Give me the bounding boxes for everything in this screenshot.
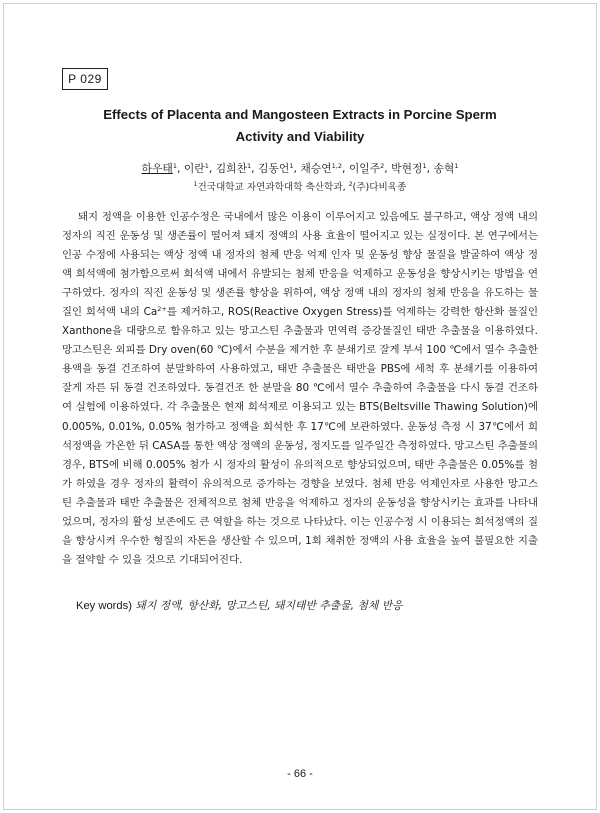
author-separator: ,: [384, 162, 392, 175]
author-separator: ,: [176, 162, 184, 175]
affiliation: [60, 178, 540, 195]
author-name: 박현정: [391, 162, 423, 175]
author-affiliation-marker: 1: [422, 162, 427, 170]
abstract-paragraph: [62, 208, 538, 570]
abstract-code-box: P 029: [62, 68, 108, 90]
page-number: - 66 -: [287, 768, 313, 780]
author-affiliation-marker: 1: [247, 162, 252, 170]
author-list: [60, 158, 540, 177]
author-separator: ,: [251, 162, 259, 175]
author-separator: ,: [426, 162, 434, 175]
paper-title-line-2: Activity and Viability: [235, 129, 365, 144]
author-name: 이일주: [348, 162, 381, 175]
affiliation-text-2: (주)다비육종: [352, 182, 407, 193]
affiliation-marker-1: 1: [193, 181, 198, 188]
keywords-line: [76, 598, 403, 614]
author-separator: ,: [293, 162, 301, 175]
calcium-charge-superscript: 2+: [157, 305, 167, 314]
keywords-list: 돼지 정액, 항산화, 망고스틴, 돼지태반 추출물, 첨체 반응: [135, 599, 403, 612]
abstract-body: [62, 208, 538, 570]
paper-title: [80, 104, 520, 148]
author-name: 하우태: [141, 162, 173, 175]
affiliation-text-1: 건국대학교 자연과학대학 축산학과,: [197, 182, 349, 193]
author-separator: ,: [208, 162, 216, 175]
author-name: 송혁: [433, 162, 455, 175]
author-name: 김희찬: [215, 162, 247, 175]
author-affiliation-marker: 1: [172, 162, 177, 170]
author-affiliation-marker: 2: [380, 162, 385, 170]
author-name: 이란: [183, 162, 205, 175]
abstract-text-part-1: 돼지 정액을 이용한 인공수정은 국내에서 많은 이용이 이루어지고 있음에도 불구하고, 액상 정액 내의 정자의 직진 운동성 및 생존률이 떨어져 돼지 정액의 사용 효율이 떨어지고 있는 실정이다. 본 연구에서는 인공 수정에 사용되는 액상 정액 내 정자의 첨체 반응 억제 인자 및 운동성 향상 물질을 발굴하여 액상 정액 희석액에 첨가함으로써 희석액 내에서 유발되는 첨체 반응을 억제하고 운동성을 향상시키는 방법을 연구하였다. 정자의 직진 운동성 및 생존률 향상을 위하여, 액상 정액 내의 정자의 첨체 반응을 유도하는 물질인 희석액 내의 Ca: [62, 211, 538, 319]
author-affiliation-marker: 1: [454, 162, 459, 170]
author-affiliation-marker: 1: [289, 162, 294, 170]
author-name: 김동언: [258, 162, 290, 175]
abstract-text-part-2: 를 제거하고, ROS(Reactive Oxygen Stress)를 억제하는 강력한 항산화 물질인 Xanthone을 대량으로 함유하고 있는 망고스틴 추출물과 면역력 증강물질인 태반 추출물을 이용하였다. 망고스틴은 외피를 Dry oven(60 ℃)에서 수분을 제거한 후 분쇄기로 잘게 부셔 100 ℃에서 열수 추출한 용액을 동결 건조하여 분말화하여 사용하였고, 태반 추출물은 태반을 PBS에 세척 후 분쇄기를 이용하여 잘게 자른 뒤 동결 건조하였다. 동결건조 한 분말을 80 ℃에서 열수 추출하여 추출물을 다시 동결 건조하여 실험에 이용하였다. 각 추출물은 현재 희석제로 이용되고 있는 BTS(Beltsville Thawing Solution)에 0.005%, 0.01%, 0.05% 첨가하고 정액을 희석한 후 17℃에 보관하였다. 운동성 측정 시 37℃에서 희석정액을 가온한 뒤 CASA를 통한 액상 정액의 운동성, 정지도를 일주일간 측정하였다. 망고스틴 추출물의 경우, BTS에 비해 0.005% 첨가 시 정자의 활성이 유의적으로 향상되었으며, 태반 추출물은 0.05%를 첨가 하였을 경우 정자의 활력이 유의적으로 증가하는 경향을 보였다. 첨체 반응 억제인자로 사용한 망고스틴 추출물과 태반 추출물은 전체적으로 첨체 반응을 억제하고 정자의 운동성을 향상시키는 효과를 나타내었으며, 정자의 활성 보존에도 큰 역할을 하는 것으로 나타났다. 이는 인공수정 시 이용되는 희석정액의 질을 향상시켜 우수한 형질의 자돈을 생산할 수 있으며, 1회 채취한 정액의 사용 효율을 높여 불필요한 지출을 절약할 수 있을 것으로 기대되어진다.: [62, 306, 539, 566]
keywords-label: Key words): [76, 600, 132, 612]
paper-title-line-1: Effects of Placenta and Mangosteen Extracts in Porcine Sperm: [103, 107, 497, 122]
author-name: 채승연: [300, 162, 332, 175]
author-affiliation-marker: 1: [204, 162, 209, 170]
author-separator: ,: [341, 162, 349, 175]
author-affiliation-marker: 1,2: [331, 162, 342, 170]
affiliation-marker-2: 2: [348, 181, 353, 188]
